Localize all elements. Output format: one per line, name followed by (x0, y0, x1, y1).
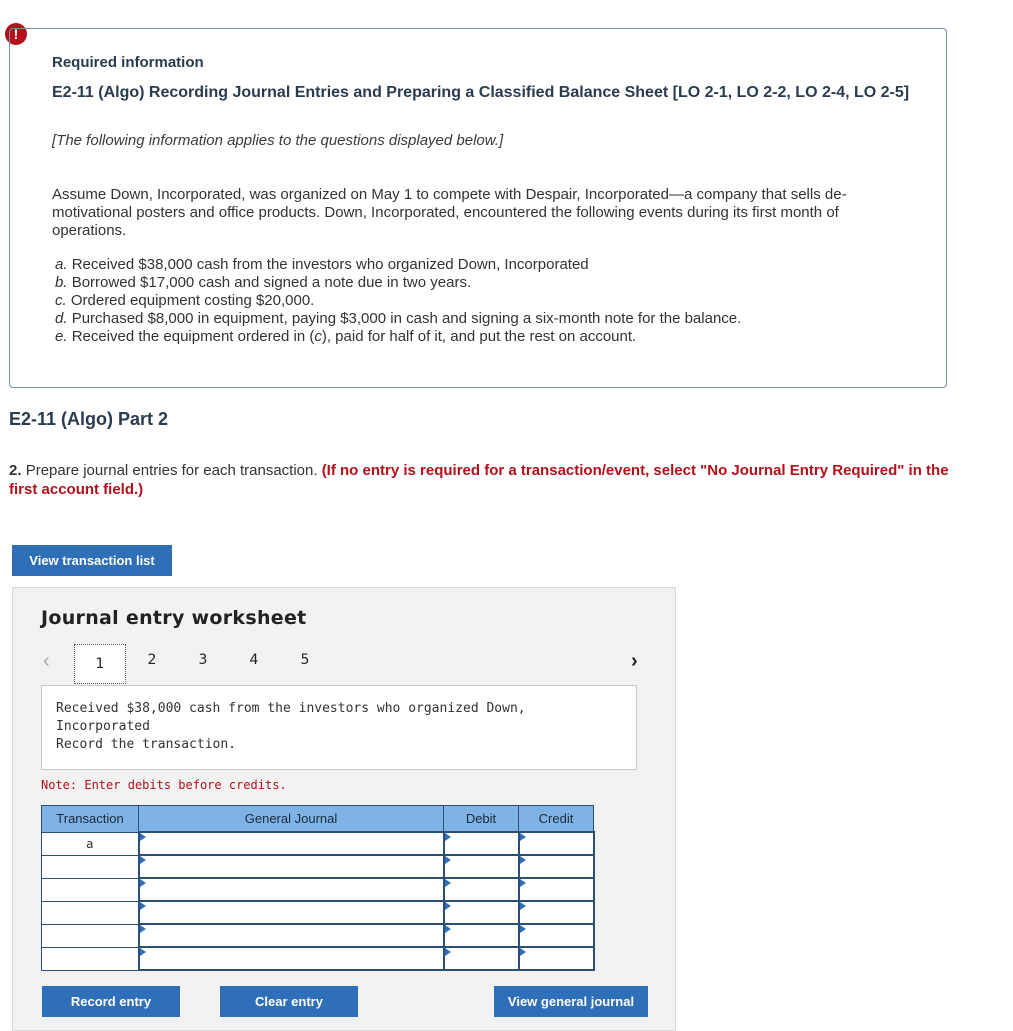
transaction-cell (42, 901, 139, 924)
transaction-cell (42, 878, 139, 901)
worksheet-page-2[interactable]: 2 (147, 652, 157, 668)
transaction-cell (42, 855, 139, 878)
credit-field[interactable] (519, 901, 594, 924)
event-item: c. Ordered equipment costing $20,000. (55, 292, 315, 309)
account-field[interactable] (139, 901, 444, 924)
header-debit: Debit (444, 806, 519, 833)
debit-field[interactable] (444, 901, 519, 924)
view-general-journal-button[interactable]: View general journal (494, 986, 648, 1017)
view-transaction-list-button[interactable]: View transaction list (12, 545, 172, 576)
transaction-cell (42, 947, 139, 970)
debit-field[interactable] (444, 924, 519, 947)
journal-row (42, 832, 594, 855)
transaction-cell (42, 924, 139, 947)
credit-field[interactable] (519, 947, 594, 970)
journal-row (42, 901, 594, 924)
event-item: b. Borrowed $17,000 cash and signed a note due in two years. (55, 274, 472, 291)
worksheet-title: Journal entry worksheet (41, 607, 307, 629)
transaction-cell: a (42, 832, 139, 855)
required-info-box (9, 28, 947, 388)
journal-row (42, 947, 594, 970)
required-info-heading: Required information (52, 54, 204, 71)
header-general-journal: General Journal (139, 806, 444, 833)
alert-icon: ! (5, 23, 27, 45)
journal-row (42, 878, 594, 901)
debit-field[interactable] (444, 855, 519, 878)
clear-entry-button[interactable]: Clear entry (220, 986, 358, 1017)
transaction-description-box (41, 685, 637, 770)
credit-field[interactable] (519, 855, 594, 878)
exercise-subtitle: [The following information applies to the questions displayed below.] (52, 132, 504, 149)
journal-entry-worksheet (12, 587, 676, 1031)
account-field[interactable] (139, 924, 444, 947)
chevron-right-icon[interactable]: › (631, 650, 638, 672)
exercise-title: E2-11 (Algo) Recording Journal Entries and Preparing a Classified Balance Sheet [LO 2-1, LO 2-2, LO 2-4, LO 2-5] (52, 84, 910, 101)
event-item: a. Received $38,000 cash from the investors who organized Down, Incorporated (55, 256, 589, 273)
question-text: 2. Prepare journal entries for each transaction. (If no entry is required for a transaction/event, select "No Journal Entry Required" in the first account field.) (9, 462, 949, 498)
intro-paragraph: Assume Down, Incorporated, was organized on May 1 to compete with Despair, Incorporated—a company that sells de-motivational posters and office products. Down, Incorporated, encountered the following events during its first month of operations. (52, 186, 847, 239)
worksheet-page-4[interactable]: 4 (249, 652, 259, 668)
part-title: E2-11 (Algo) Part 2 (9, 409, 169, 429)
header-credit: Credit (519, 806, 594, 833)
record-entry-button[interactable]: Record entry (42, 986, 180, 1017)
event-item: d. Purchased $8,000 in equipment, paying $3,000 in cash and signing a six-month note for the balance. (55, 310, 742, 327)
worksheet-page-5[interactable]: 5 (300, 652, 310, 668)
account-field[interactable] (139, 947, 444, 970)
question-instruction: (If no entry is required for a transaction/event, select "No Journal Entry Required" in the first account field.) (9, 462, 949, 498)
debit-field[interactable] (444, 947, 519, 970)
account-field[interactable] (139, 832, 444, 855)
worksheet-page-3[interactable]: 3 (198, 652, 208, 668)
event-item: e. Received the equipment ordered in (c), paid for half of it, and put the rest on account. (55, 328, 637, 345)
transaction-instruction: Record the transaction. (56, 737, 237, 752)
journal-header-row (42, 806, 594, 833)
journal-table (41, 805, 595, 971)
credit-field[interactable] (519, 832, 594, 855)
header-transaction: Transaction (42, 806, 139, 833)
debit-credit-note: Note: Enter debits before credits. (41, 778, 287, 792)
journal-row (42, 924, 594, 947)
chevron-left-icon[interactable]: ‹ (43, 650, 50, 672)
journal-row (42, 855, 594, 878)
debit-field[interactable] (444, 878, 519, 901)
transaction-description: Received $38,000 cash from the investors who organized Down, Incorporated (56, 701, 526, 734)
worksheet-page-1[interactable]: 1 (74, 644, 126, 684)
account-field[interactable] (139, 878, 444, 901)
credit-field[interactable] (519, 878, 594, 901)
event-list (55, 256, 741, 346)
debit-field[interactable] (444, 832, 519, 855)
account-field[interactable] (139, 855, 444, 878)
credit-field[interactable] (519, 924, 594, 947)
